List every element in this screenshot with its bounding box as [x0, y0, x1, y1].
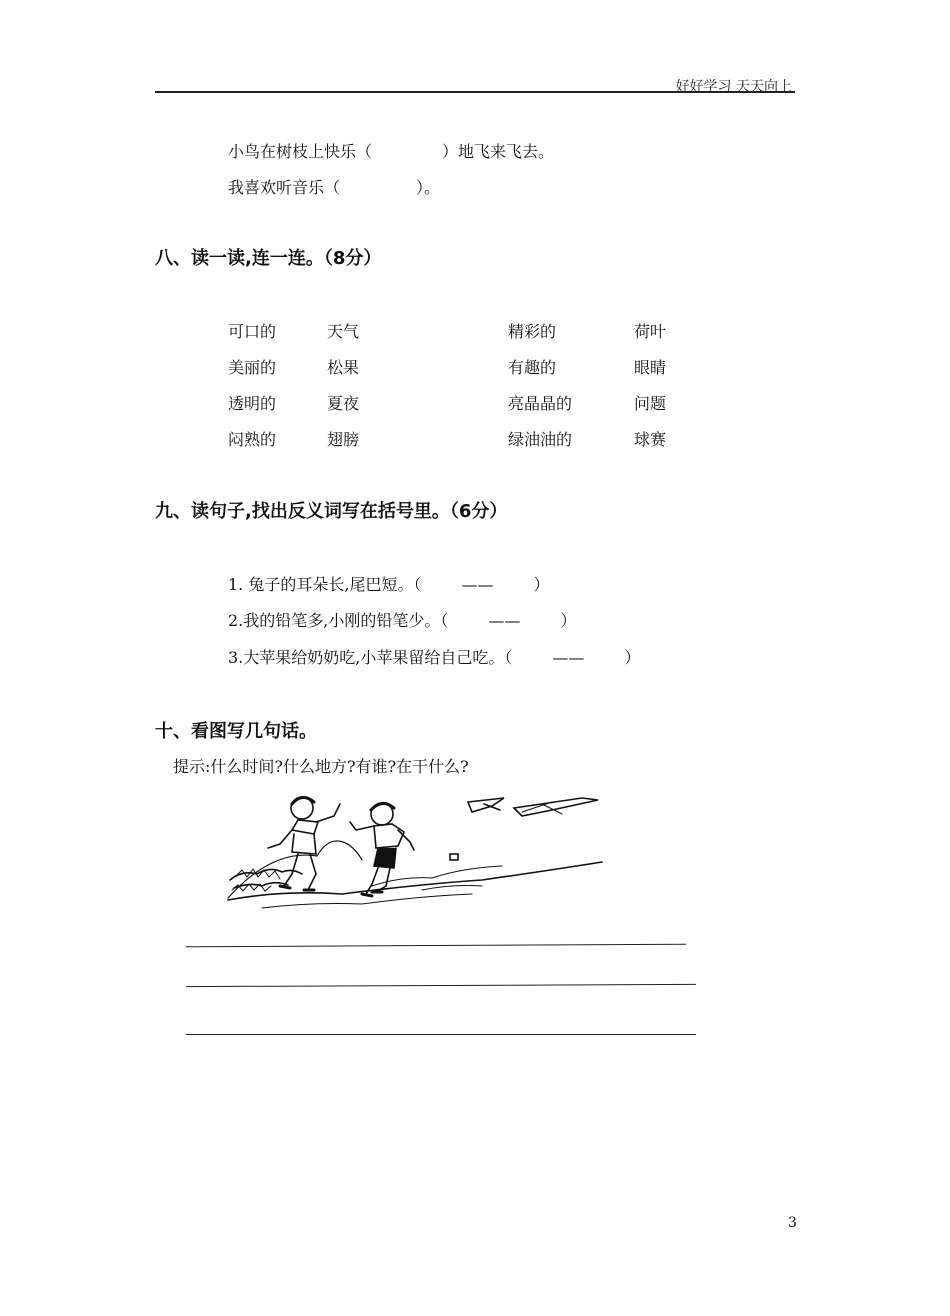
word: 荷叶	[634, 322, 667, 341]
writing-line-3[interactable]	[186, 1034, 696, 1035]
section-8-title: 八、读一读,连一连。（8分）	[155, 248, 382, 269]
writing-line-2[interactable]	[186, 984, 696, 987]
antonym-close: ）	[533, 575, 550, 594]
word: 松果	[327, 358, 360, 377]
word: 天气	[327, 322, 360, 341]
antonym-dash: ——	[488, 611, 521, 630]
word: 美丽的	[228, 358, 277, 377]
word: 眼睛	[634, 358, 667, 377]
writing-line-1[interactable]	[186, 944, 686, 948]
word: 有趣的	[508, 358, 557, 377]
fill-line-1-before: 小鸟在树枝上快乐（	[228, 142, 373, 161]
antonym-dash: ——	[461, 575, 494, 594]
header-rule	[155, 91, 795, 93]
antonym-text: 1. 兔子的耳朵长,尾巴短。（	[228, 575, 422, 594]
word: 亮晶晶的	[508, 394, 573, 413]
illustration-kids-running	[222, 790, 612, 912]
antonym-text: 3.大苹果给奶奶吃,小苹果留给自己吃。（	[228, 648, 513, 667]
word: 精彩的	[508, 322, 557, 341]
antonym-item-2	[228, 608, 576, 631]
section-9-title: 九、读句子,找出反义词写在括号里。（6分）	[155, 501, 508, 522]
word: 问题	[634, 394, 667, 413]
fill-line-2-before: 我喜欢听音乐（	[228, 178, 341, 197]
section-10-hint: 提示:什么时间?什么地方?有谁?在干什么?	[173, 757, 469, 776]
page-number: 3	[788, 1215, 797, 1231]
word: 翅膀	[327, 430, 360, 449]
word: 可口的	[228, 322, 277, 341]
antonym-item-1	[228, 572, 549, 595]
header-motto: 好好学习 天天向上	[675, 79, 792, 95]
antonym-close: ）	[624, 648, 641, 667]
word: 透明的	[228, 394, 277, 413]
antonym-text: 2.我的铅笔多,小刚的铅笔少。（	[228, 611, 449, 630]
antonym-item-3	[228, 645, 640, 668]
antonym-close: ）	[560, 611, 577, 630]
section-10-title: 十、看图写几句话。	[155, 721, 317, 742]
word: 闷熟的	[228, 430, 277, 449]
fill-line-2-after: ）。	[416, 178, 441, 197]
antonym-dash: ——	[552, 648, 585, 667]
word: 绿油油的	[508, 430, 573, 449]
fill-line-1	[228, 139, 554, 162]
fill-line-2	[228, 175, 440, 198]
fill-line-1-after: ）地飞来飞去。	[442, 142, 555, 161]
word: 夏夜	[327, 394, 360, 413]
word: 球赛	[634, 430, 667, 449]
